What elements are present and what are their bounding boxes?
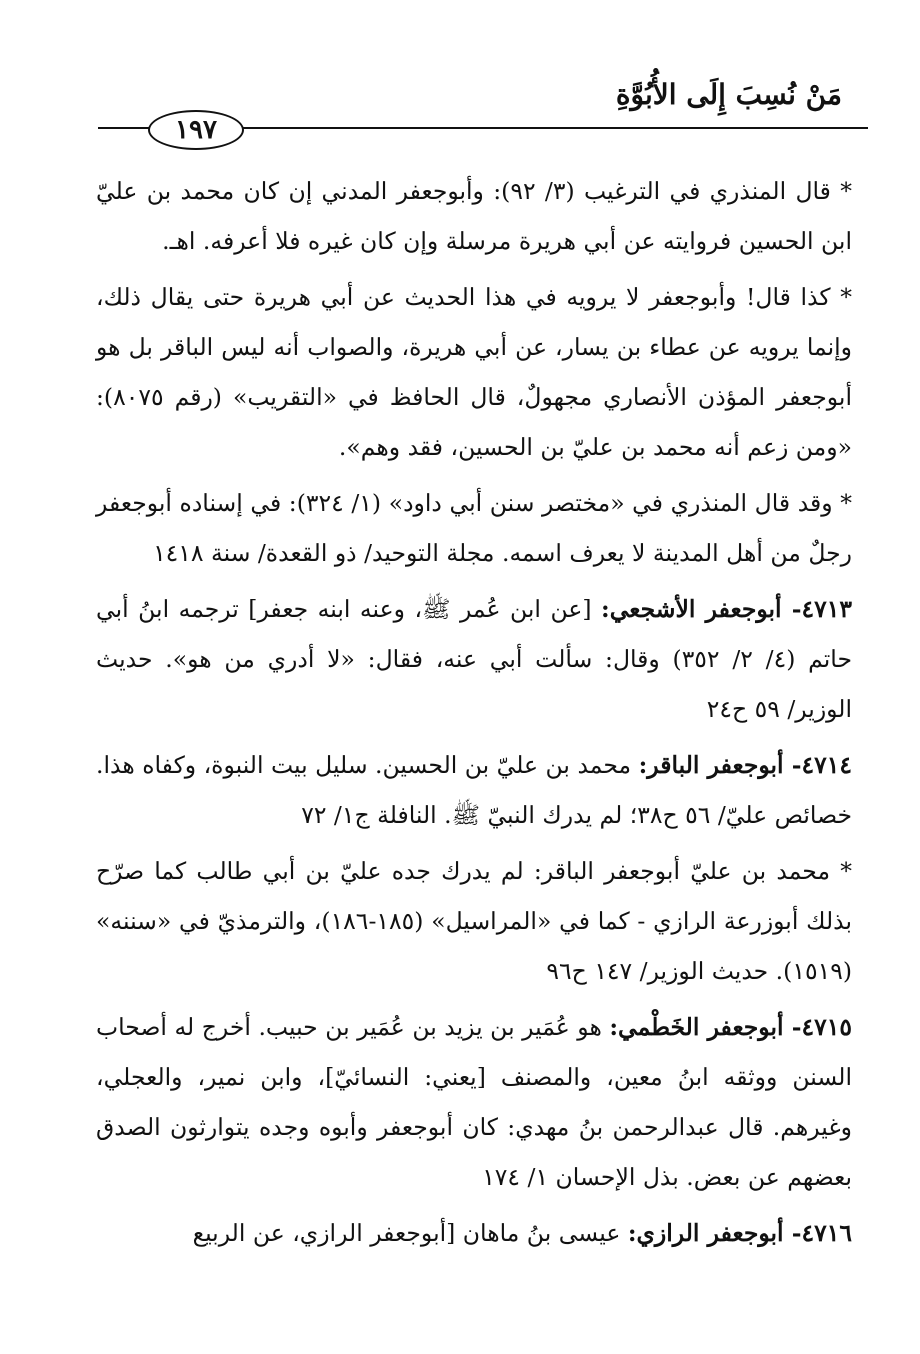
paragraph-text: * محمد بن عليّ أبوجعفر الباقر: لم يدرك جده عليّ بن أبي طالب كما صرّح بذلك أبوزرعة الرازي - كما في «المراسيل» (١٨٥-١٨٦)، والترمذيّ في «سننه» (١٥١٩). حديث الوزير/ ١٤٧ ح٩٦ — [96, 857, 852, 985]
entry-text: هو عُمَير بن يزيد بن عُمَير بن حبيب. أخرج له أصحاب السنن ووثقه ابنُ معين، والمصنف [يعني: النسائيّ]، وابن نمير، والعجلي، وغيرهم. قال عبدالرحمن بنُ مهدي: كان أبوجعفر وأبوه وجده يتوارثون الصدق بعضهم عن بعض. بذل الإحسان ١/ ١٧٤ — [96, 1013, 852, 1191]
entry-text: [عن ابن عُمر ﷺ، وعنه ابنه جعفر] ترجمه ابنُ أبي حاتم (٤/ ٢/ ٣٥٢) وقال: سألت أبي عنه، فقال: «لا أدري من هو». حديث الوزير/ ٥٩ ح٢٤ — [96, 595, 852, 723]
body-text — [96, 166, 852, 1264]
entry-text: محمد بن عليّ بن الحسين. سليل بيت النبوة، وكفاه هذا. خصائص عليّ/ ٥٦ ح٣٨؛ لم يدرك النبيّ ﷺ. النافلة ج١/ ٧٢ — [96, 751, 852, 829]
entry-4714 — [96, 740, 852, 840]
entry-heading: ٤٧١٦- أبوجعفر الرازي: — [627, 1219, 852, 1247]
entry-4715 — [96, 1002, 852, 1202]
paragraph-mukhtasar-sunan — [96, 478, 852, 578]
paragraph-mundhiri-targhib — [96, 166, 852, 266]
paragraph-baqir-note — [96, 846, 852, 996]
paragraph-text: * كذا قال! وأبوجعفر لا يرويه في هذا الحديث عن أبي هريرة حتى يقال ذلك، وإنما يرويه عن عطاء بن يسار، عن أبي هريرة، والصواب أنه ليس الباقر بل هو أبوجعفر المؤذن الأنصاري مجهولٌ، قال الحافظ في «التقريب» (رقم ٨٠٧٥): «ومن زعم أنه محمد بن عليّ بن الحسين، فقد وهم». — [96, 283, 852, 461]
entry-text: عيسى بنُ ماهان [أبوجعفر الرازي، عن الربيع — [192, 1219, 628, 1247]
entry-heading: ٤٧١٥- أبوجعفر الخَطْمي: — [609, 1013, 852, 1041]
running-title: مَنْ نُسِبَ إِلَى الأُبُوَّةِ — [615, 78, 842, 111]
page-number-badge: ١٩٧ — [148, 110, 244, 150]
paragraph-text: * قال المنذري في الترغيب (٣/ ٩٢): وأبوجعفر المدني إن كان محمد بن عليّ ابن الحسين فروايته عن أبي هريرة مرسلة وإن كان غيره فلا أعرفه. اهـ. — [96, 177, 852, 255]
paragraph-text: * وقد قال المنذري في «مختصر سنن أبي داود» (١/ ٣٢٤): في إسناده أبوجعفر رجلٌ من أهل المدينة لا يعرف اسمه. مجلة التوحيد/ ذو القعدة/ سنة ١٤١٨ — [96, 489, 852, 567]
paragraph-kadha-qal — [96, 272, 852, 472]
entry-4713 — [96, 584, 852, 734]
entry-heading: ٤٧١٣- أبوجعفر الأشجعي: — [601, 595, 853, 623]
entry-4716 — [96, 1208, 852, 1258]
entry-heading: ٤٧١٤- أبوجعفر الباقر: — [638, 751, 853, 779]
